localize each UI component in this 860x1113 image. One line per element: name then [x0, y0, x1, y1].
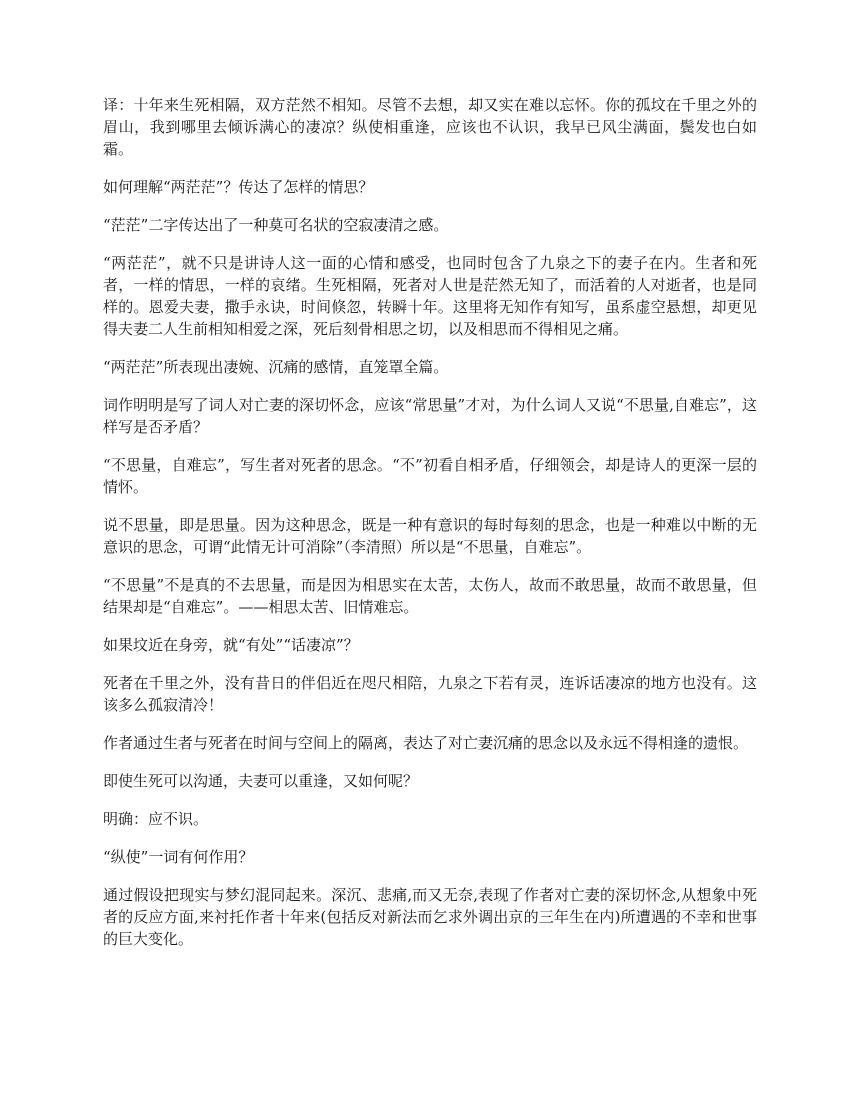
paragraph-question-contradiction: 词作明明是写了词人对亡妻的深切怀念，应该“常思量”才对，为什么词人又说“不思量,自难忘”，这样写是否矛盾？ [103, 396, 757, 436]
paragraph-grave-answer: 死者在千里之外，没有昔日的伴侣近在咫尺相陪，九泉之下若有灵，连诉话凄凉的地方也没有。这该多么孤寂清冷！ [103, 674, 757, 714]
paragraph-reunion-answer: 明确：应不识。 [103, 810, 209, 828]
paragraph-liangmangmang-analysis: “两茫茫”，就不只是讲诗人这一面的心情和感受，也同时包含了九泉之下的妻子在内。生者和死者，一样的情思，一样的哀绪。生死相隔，死者对人世是茫然无知了，而活着的人对逝者，也是同样的。恩爱夫妻，撒手永诀，时间倏忽，转瞬十年。这里将无知作有知写，虽系虚空悬想，却更见得夫妻二人生前相知相爱之深，死后刻骨相思之切，以及相思而不得相见之痛。 [103, 254, 757, 338]
paragraph-question-liangmangmang: 如何理解“两茫茫”？传达了怎样的情思？ [103, 178, 374, 196]
paragraph-question-zongshi: “纵使”一词有何作用？ [103, 848, 254, 866]
paragraph-liangmangmang-summary: “两茫茫”所表现出凄婉、沉痛的感情，直笼罩全篇。 [103, 358, 449, 376]
paragraph-busiliang-conclusion: “不思量”不是真的不去思量，而是因为相思实在太苦，太伤人，故而不敢思量，故而不敢思量，但结果却是“自难忘”。——相思太苦、旧情难忘。 [103, 576, 757, 616]
paragraph-question-grave: 如果坟近在身旁，就“有处”“话凄凉”？ [103, 636, 359, 654]
paragraph-question-reunion: 即使生死可以沟通，夫妻可以重逢，又如何呢？ [103, 772, 419, 790]
document-page [103, 94, 757, 966]
paragraph-separation-summary: 作者通过生者与死者在时间与空间上的隔离，表达了对亡妻沉痛的思念以及永远不得相逢的遗恨。 [103, 734, 749, 752]
paragraph-busiliang-intro: “不思量，自难忘”，写生者对死者的思念。“不”初看自相矛盾，仔细领会，却是诗人的更深一层的情怀。 [103, 456, 757, 496]
paragraph-busiliang-explain: 说不思量，即是思量。因为这种思念，既是一种有意识的每时每刻的思念，也是一种难以中断的无意识的思念，可谓“此情无计可消除”（李清照）所以是“不思量，自难忘”。 [103, 516, 757, 556]
paragraph-zongshi-answer: 通过假设把现实与梦幻混同起来。深沉、悲痛,而又无奈,表现了作者对亡妻的深切怀念,从想象中死者的反应方面,来衬托作者十年来(包括反对新法而乞求外调出京的三年生在内)所遭遇的不幸和世事的巨大变化。 [103, 886, 757, 948]
paragraph-translation: 译：十年来生死相隔，双方茫然不相知。尽管不去想，却又实在难以忘怀。你的孤坟在千里之外的眉山，我到哪里去倾诉满心的凄凉？纵使相重逢，应该也不认识，我早已风尘满面，鬓发也白如霜。 [103, 96, 757, 158]
paragraph-mangmang-meaning: “茫茫”二字传达出了一种莫可名状的空寂凄清之感。 [103, 216, 449, 234]
